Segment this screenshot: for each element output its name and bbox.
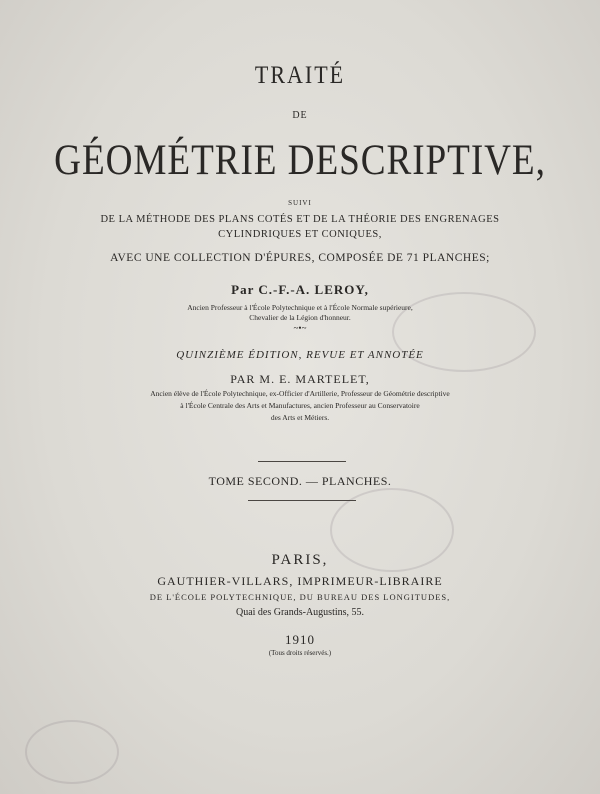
edition-note: QUINZIÈME ÉDITION, REVUE ET ANNOTÉE	[176, 349, 424, 361]
subtitle-line-1: DE LA MÉTHODE DES PLANS COTÉS ET DE LA THÉORIE DES ENGRENAGES	[100, 214, 500, 225]
subtitle-line-3: AVEC UNE COLLECTION D'ÉPURES, COMPOSÉE DE 71 PLANCHES;	[110, 252, 490, 264]
library-stamp	[25, 720, 119, 784]
imprint-city: PARIS,	[271, 552, 329, 568]
volume-label: TOME SECOND. — PLANCHES.	[208, 474, 392, 488]
author-description-2: Chevalier de la Légion d'honneur.	[249, 313, 351, 322]
imprint-year: 1910	[285, 632, 315, 647]
editor-name: PAR M. E. MARTELET,	[230, 372, 370, 386]
title-traite: TRAITÉ	[254, 60, 346, 89]
divider-rule	[258, 461, 346, 462]
ornament-divider: ~•~	[293, 323, 307, 333]
subtitle-line-2: CYLINDRIQUES ET CONIQUES,	[218, 229, 382, 240]
author-description-1: Ancien Professeur à l'École Polytechnique et à l'École Normale supérieure,	[187, 303, 413, 312]
author-name: Par C.-F.-A. LEROY,	[231, 282, 369, 297]
editor-description-3: des Arts et Métiers.	[270, 413, 330, 422]
editor-description-1: Ancien élève de l'École Polytechnique, ex-Officier d'Artillerie, Professeur de Géométrie descriptive	[150, 389, 450, 398]
imprint-address: Quai des Grands-Augustins, 55.	[235, 607, 365, 618]
imprint-rights: (Tous droits réservés.)	[268, 649, 332, 657]
editor-description-2: à l'École Centrale des Arts et Manufactures, ancien Professeur au Conservatoire	[180, 401, 420, 410]
divider-rule	[248, 500, 356, 501]
imprint-publisher: GAUTHIER-VILLARS, IMPRIMEUR-LIBRAIRE	[157, 574, 443, 588]
imprint-publisher-line-2: DE L'ÉCOLE POLYTECHNIQUE, DU BUREAU DES LONGITUDES,	[149, 592, 451, 602]
page-title: GÉOMÉTRIE DESCRIPTIVE,	[54, 135, 546, 184]
subtitle-suivi: SUIVI	[288, 199, 312, 207]
title-de: DE	[292, 110, 308, 121]
